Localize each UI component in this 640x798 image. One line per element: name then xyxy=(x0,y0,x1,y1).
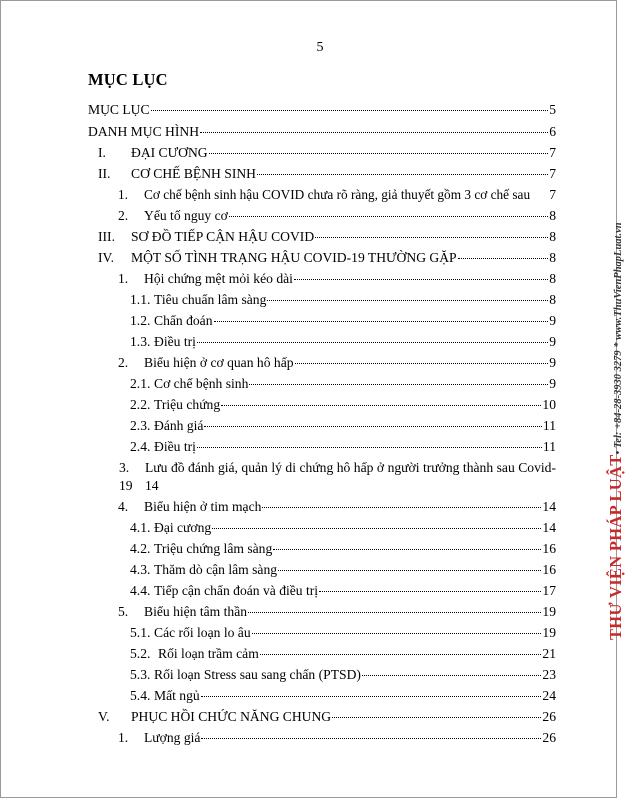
dot-leader xyxy=(214,321,549,322)
toc-entry-label: Cơ chế bệnh sinh hậu COVID chưa rõ ràng, giả thuyết gồm 3 cơ chế sau xyxy=(144,187,531,202)
dot-leader xyxy=(262,507,541,508)
toc-entry-number: 5. xyxy=(118,604,129,619)
dot-leader xyxy=(273,549,541,550)
dot-leader xyxy=(200,132,548,133)
dot-leader xyxy=(204,426,541,427)
dot-leader xyxy=(332,717,541,718)
dot-leader xyxy=(201,738,541,739)
toc-entry[interactable] xyxy=(118,186,556,204)
toc-entry-number: V. xyxy=(98,709,110,724)
toc-entry-label-cont: 19 xyxy=(119,478,133,493)
dot-leader xyxy=(267,300,548,301)
toc-entry-number: 2.4. xyxy=(130,439,151,454)
toc-entry-label: Triệu chứng lâm sàng xyxy=(154,541,273,556)
toc-entry-label: Đại cương xyxy=(154,520,212,535)
toc-entry-label: Lượng giá xyxy=(144,730,201,745)
dot-leader xyxy=(209,153,549,154)
toc-entry-label: Rối loạn trầm cảm xyxy=(158,646,259,661)
toc-entry-number: 5.1. xyxy=(130,625,151,640)
dot-leader xyxy=(229,216,548,217)
toc-entry-continuation[interactable] xyxy=(119,477,556,495)
toc-entry-number: 2. xyxy=(118,208,129,223)
toc-entry-number: 5.3. xyxy=(130,667,151,682)
toc-entry-number: 1. xyxy=(118,730,129,745)
toc-entry-number: 1.2. xyxy=(130,313,151,328)
toc-entry-label: MỘT SỐ TÌNH TRẠNG HẬU COVID-19 THƯỜNG GẶP xyxy=(131,250,457,265)
toc-entry-page: 14 xyxy=(145,478,159,493)
toc-entry-number: II. xyxy=(98,166,111,181)
watermark-web: www.ThuVienPhapLuat.vn xyxy=(613,222,624,340)
toc-entry-page: 8 xyxy=(549,250,556,265)
toc-entry-page: 26 xyxy=(542,709,556,724)
toc-entry-label: ĐẠI CƯƠNG xyxy=(131,145,208,160)
toc-entry[interactable] xyxy=(118,207,556,225)
toc-entry-page: 7 xyxy=(549,187,556,202)
toc-entry-page: 11 xyxy=(542,418,556,433)
toc-entry-label: Tiếp cận chẩn đoán và điều trị xyxy=(154,583,319,598)
dot-leader xyxy=(319,591,541,592)
dot-leader xyxy=(252,633,542,634)
toc-entry[interactable] xyxy=(130,375,556,393)
toc-entry[interactable] xyxy=(130,624,556,642)
toc-entry-label: CƠ CHẾ BỆNH SINH xyxy=(131,166,256,181)
toc-entry-line1 xyxy=(119,459,556,477)
toc-entry[interactable] xyxy=(118,603,556,621)
toc-entry-label: Biểu hiện ở tim mạch xyxy=(144,499,262,514)
toc-entry-number: 3. xyxy=(119,460,130,475)
toc-entry-page: 16 xyxy=(542,541,556,556)
toc-entry-page: 9 xyxy=(549,355,556,370)
toc-entry-page: 24 xyxy=(542,688,556,703)
toc-entry-page: 16 xyxy=(542,562,556,577)
toc-entry-page: 21 xyxy=(542,646,556,661)
toc-entry-label: Điều trị xyxy=(154,334,196,349)
toc-entry-label: Thăm dò cận lâm sàng xyxy=(154,562,278,577)
toc-entry[interactable] xyxy=(130,312,556,330)
toc-entry-page: 9 xyxy=(549,313,556,328)
toc-entry-number: 2.2. xyxy=(130,397,151,412)
toc-entry-label: Biểu hiện ở cơ quan hô hấp xyxy=(144,355,294,370)
toc-entry-number: 5.2. xyxy=(130,646,151,661)
dot-leader xyxy=(201,696,542,697)
toc-entry[interactable] xyxy=(118,354,556,372)
toc-entry-number: 2.1. xyxy=(130,376,151,391)
watermark-star: * xyxy=(613,339,624,351)
toc-entry[interactable] xyxy=(130,561,556,579)
toc-entry[interactable] xyxy=(118,498,556,516)
toc-entry-number: 1. xyxy=(118,187,128,202)
toc-entry[interactable] xyxy=(130,540,556,558)
toc-entry-label: Lưu đồ đánh giá, quản lý di chứng hô hấp ở người trưởng thành sau Covid- xyxy=(145,460,556,475)
toc-entry[interactable] xyxy=(98,249,556,267)
dot-leader xyxy=(257,174,548,175)
dot-leader xyxy=(197,447,542,448)
toc-entry[interactable] xyxy=(130,582,556,600)
toc-entry-label: Triệu chứng xyxy=(154,397,221,412)
dot-leader xyxy=(260,654,542,655)
toc-entry-page: 8 xyxy=(549,208,556,223)
toc-entry-number: 1. xyxy=(118,271,129,286)
toc-entry-label: Cơ chế bệnh sinh xyxy=(154,376,249,391)
toc-entry-label: DANH MỤC HÌNH xyxy=(88,124,200,139)
toc-entry[interactable] xyxy=(88,101,556,119)
dot-leader xyxy=(295,363,549,364)
toc-entry-number: 5.4. xyxy=(130,688,151,703)
vertical-watermark xyxy=(606,222,626,640)
toc-entry-page: 11 xyxy=(542,439,556,454)
toc-entry-page: 7 xyxy=(549,166,556,181)
toc-entry[interactable] xyxy=(98,228,556,246)
toc-entry-label: Điều trị xyxy=(154,439,196,454)
toc-entry-page: 6 xyxy=(549,124,556,139)
toc-entry-number: 4.3. xyxy=(130,562,151,577)
toc-entry-number: 2. xyxy=(118,355,129,370)
toc-entry-page: 9 xyxy=(549,376,556,391)
toc-heading: MỤC LỤC xyxy=(88,70,168,89)
toc-entry[interactable] xyxy=(98,144,556,162)
dot-leader xyxy=(221,405,541,406)
toc-entry-number: 2.3. xyxy=(130,418,151,433)
dot-leader xyxy=(315,237,548,238)
toc-entry-number: III. xyxy=(98,229,115,244)
toc-entry-page: 19 xyxy=(542,604,556,619)
toc-entry-label: MỤC LỤC xyxy=(88,102,150,117)
toc-entry-label: Rối loạn Stress sau sang chấn (PTSD) xyxy=(154,667,361,682)
toc-entry-page: 8 xyxy=(549,229,556,244)
toc-entry[interactable] xyxy=(98,708,556,726)
toc-entry-page: 9 xyxy=(549,334,556,349)
toc-entry[interactable] xyxy=(88,123,556,141)
toc-entry-label: Các rối loạn lo âu xyxy=(154,625,251,640)
toc-entry-label: Hội chứng mệt mỏi kéo dài xyxy=(144,271,293,286)
toc-entry-page: 8 xyxy=(549,292,556,307)
toc-entry-number: 4.2. xyxy=(130,541,151,556)
toc-entry[interactable] xyxy=(130,396,556,414)
dot-leader xyxy=(294,279,548,280)
toc-entry-label: Biểu hiện tâm thần xyxy=(144,604,248,619)
toc-entry[interactable] xyxy=(130,333,556,351)
toc-entry[interactable] xyxy=(130,417,556,435)
toc-entry-page: 10 xyxy=(542,397,556,412)
watermark-star: • xyxy=(613,448,624,455)
toc-entry-label: Đánh giá xyxy=(154,418,204,433)
dot-leader xyxy=(197,342,548,343)
toc-entry-label: Tiêu chuẩn lâm sàng xyxy=(154,292,267,307)
dot-leader xyxy=(151,110,549,111)
toc-entry-wrapped[interactable] xyxy=(119,459,556,477)
dot-leader xyxy=(212,528,541,529)
watermark-brand: THƯ VIỆN PHÁP LUẬT xyxy=(606,454,625,640)
dot-leader xyxy=(362,675,541,676)
toc-entry-number: 4.4. xyxy=(130,583,151,598)
dot-leader xyxy=(248,612,541,613)
toc-entry-number: 4.1. xyxy=(130,520,151,535)
toc-entry-label: SƠ ĐỒ TIẾP CẬN HẬU COVID xyxy=(131,229,315,244)
toc-entry-number: 4. xyxy=(118,499,129,514)
dot-leader xyxy=(278,570,541,571)
toc-entry-page: 17 xyxy=(542,583,556,598)
toc-entry[interactable] xyxy=(130,519,556,537)
toc-entry-label: Mất ngủ xyxy=(154,688,200,703)
toc-entry-page: 8 xyxy=(549,271,556,286)
dot-leader xyxy=(458,258,549,259)
page-number: 5 xyxy=(316,40,324,55)
toc-entry-page: 7 xyxy=(549,145,556,160)
toc-entry[interactable] xyxy=(118,270,556,288)
toc-entry-number: IV. xyxy=(98,250,114,265)
toc-entry-label: Yếu tố nguy cơ xyxy=(144,208,228,223)
toc-entry[interactable] xyxy=(130,438,556,456)
watermark-tel: Tel: +84-28-3930 3279 xyxy=(613,350,624,449)
toc-entry-number: I. xyxy=(98,145,106,160)
toc-entry[interactable] xyxy=(130,666,556,684)
toc-entry[interactable] xyxy=(98,165,556,183)
toc-entry-page: 14 xyxy=(542,499,556,514)
toc-entry-page: 14 xyxy=(542,520,556,535)
toc-entry[interactable] xyxy=(130,645,556,663)
toc-entry[interactable] xyxy=(118,729,556,747)
toc-entry-label: Chẩn đoán xyxy=(154,313,213,328)
toc-entry[interactable] xyxy=(130,291,556,309)
dot-leader xyxy=(249,384,548,385)
toc-entry-number: 1.1. xyxy=(130,292,151,307)
toc-entry-page: 23 xyxy=(542,667,556,682)
toc-entry-page: 5 xyxy=(549,102,556,117)
toc-entry-page: 26 xyxy=(542,730,556,745)
toc-entry-number: 1.3. xyxy=(130,334,151,349)
toc-entry-page: 19 xyxy=(542,625,556,640)
toc-entry-label: PHỤC HỒI CHỨC NĂNG CHUNG xyxy=(131,709,332,724)
toc-entry[interactable] xyxy=(130,687,556,705)
